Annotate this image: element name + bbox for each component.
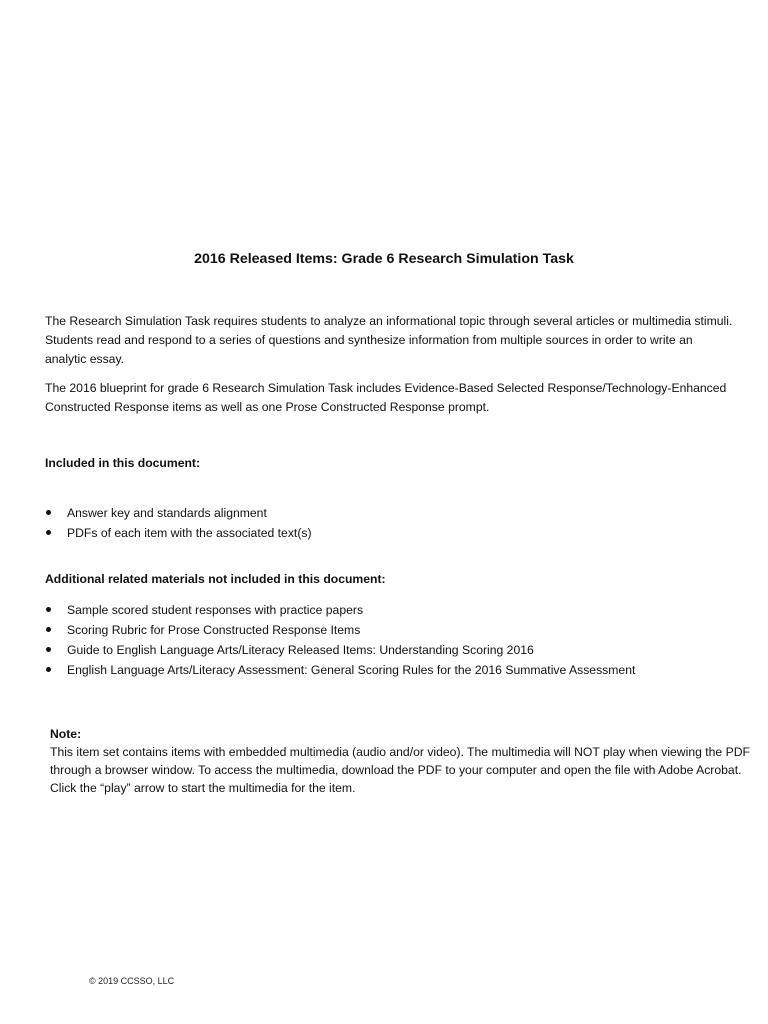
note-text: This item set contains items with embedded multimedia (audio and/or video). The multimedia will NOT play when viewing the PDF through a browser window. To access the multimedia, download the PDF to your computer and open the file with Adobe Acrobat. Click the “play” arrow to start the multimedia for the item.: [50, 745, 750, 795]
list-item-text: Sample scored student responses with practice papers: [67, 603, 364, 617]
bullet-icon: [46, 607, 51, 612]
list-item: [45, 622, 645, 638]
included-heading: Included in this document:: [45, 456, 201, 470]
list-item: [45, 525, 645, 541]
copyright-footer: © 2019 CCSSO, LLC: [89, 976, 175, 986]
list-item-text: Answer key and standards alignment: [67, 506, 267, 520]
intro-paragraph: The Research Simulation Task requires students to analyze an informational topic through several articles or multimedia stimuli. Students read and respond to a series of questions and synthesize information from multiple sources in order to write an analytic essay.: [45, 314, 733, 366]
list-item-text: English Language Arts/Literacy Assessment: General Scoring Rules for the 2016 Summative Assessment: [67, 663, 636, 677]
blueprint-paragraph: The 2016 blueprint for grade 6 Research Simulation Task includes Evidence-Based Selected Response/Technology-Enhanced Constructed Response items as well as one Prose Constructed Response prompt.: [45, 381, 727, 414]
included-list: [45, 505, 645, 545]
list-item: [45, 662, 645, 678]
document-title: 2016 Released Items: Grade 6 Research Simulation Task: [194, 251, 574, 267]
bullet-icon: [46, 627, 51, 632]
additional-heading: Additional related materials not included in this document:: [45, 572, 386, 586]
bullet-icon: [46, 530, 51, 535]
bullet-icon: [46, 647, 51, 652]
note-label: Note:: [50, 727, 82, 741]
bullet-icon: [46, 510, 51, 515]
list-item: [45, 505, 645, 521]
list-item-text: Guide to English Language Arts/Literacy Released Items: Understanding Scoring 2016: [67, 643, 534, 657]
note-block: [50, 725, 750, 797]
list-item: [45, 602, 645, 618]
list-item-text: PDFs of each item with the associated text(s): [67, 526, 312, 540]
bullet-icon: [46, 667, 51, 672]
list-item: [45, 642, 645, 658]
additional-list: [45, 602, 645, 682]
list-item-text: Scoring Rubric for Prose Constructed Response Items: [67, 623, 361, 637]
